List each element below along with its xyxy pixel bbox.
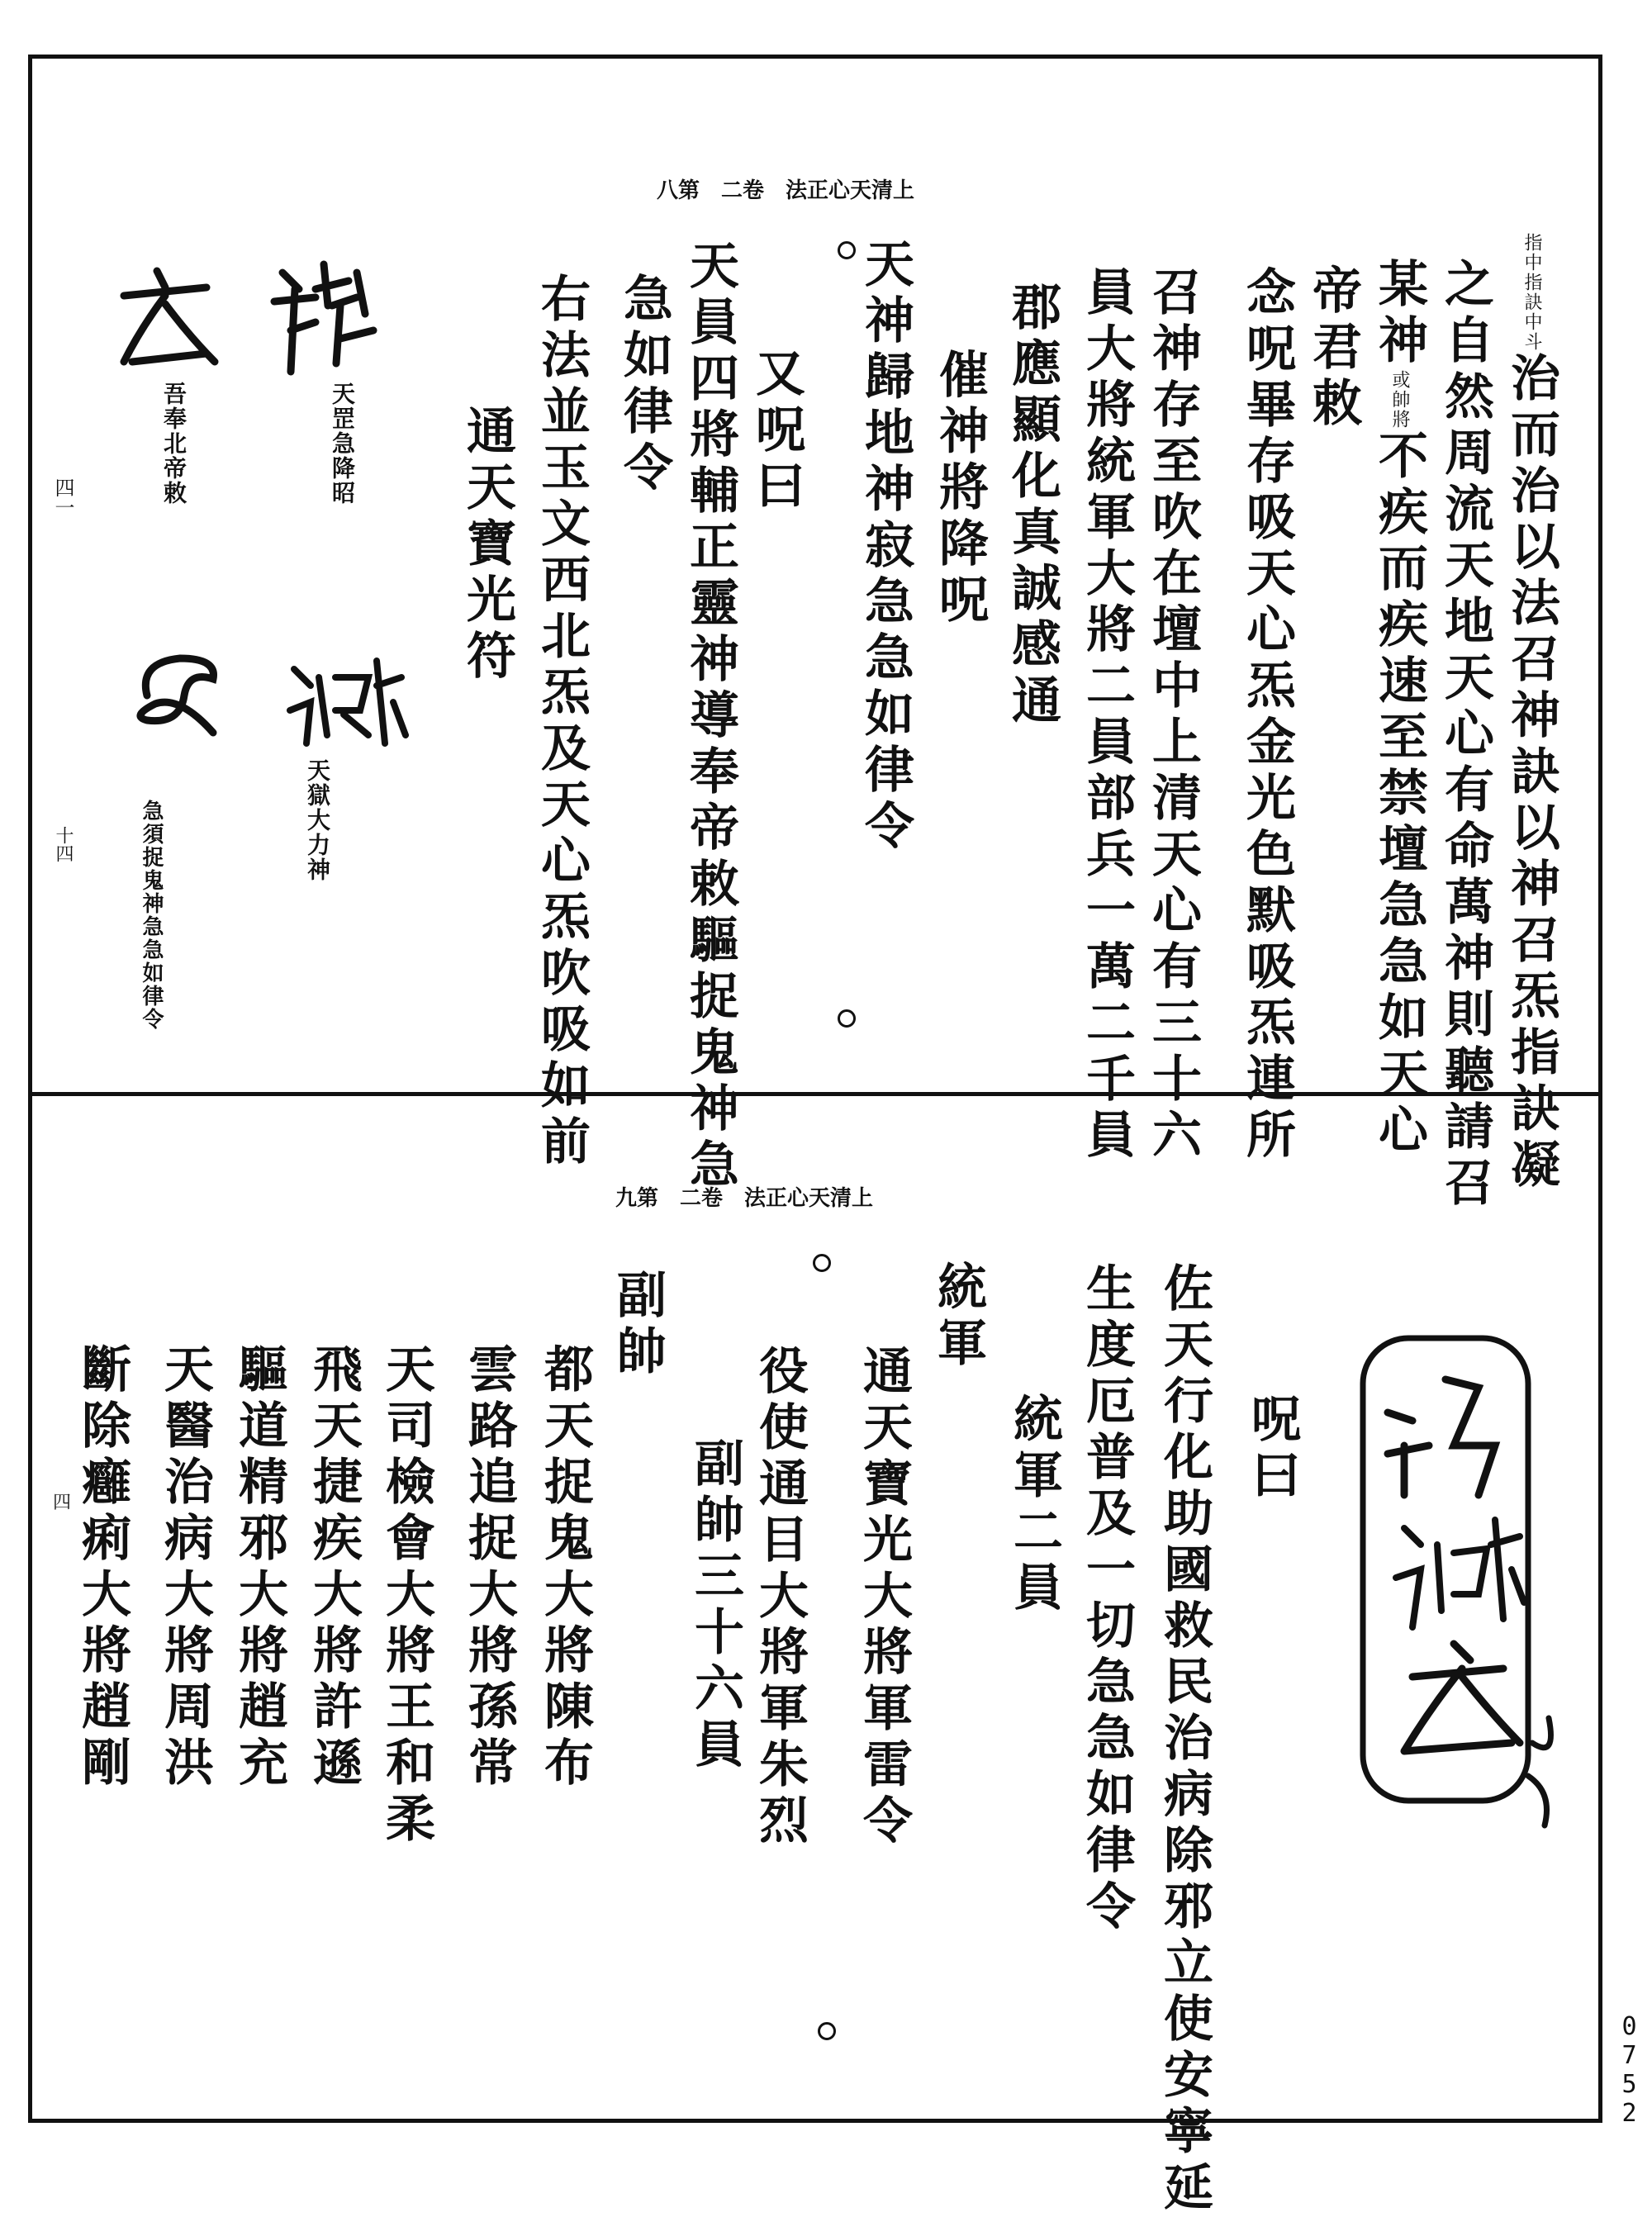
- bottom-col-7: 副帥三十六員: [686, 1437, 744, 1774]
- top-header: 上清天心正法 卷二 第八: [657, 178, 915, 203]
- top-col-8: 郡應顯化真誠感通: [1004, 281, 1061, 730]
- top-col-1-note-a: 指中: [1521, 233, 1542, 273]
- top-col-9: 催神將降呪: [931, 349, 989, 629]
- bottom-folio: 四: [52, 1493, 71, 1513]
- bottom-col-8: 副帥: [609, 1269, 667, 1381]
- top-binding-hole-2: [838, 1009, 856, 1028]
- top-col-3: [1370, 258, 1428, 1160]
- top-col-15: 通天寶光符: [458, 405, 516, 686]
- top-folio-lower: 十四: [53, 826, 74, 862]
- talisman-label-3: 天獄大力神: [304, 758, 331, 882]
- top-col-2: 之自然周流天地天心有命萬神則聽請召: [1436, 258, 1494, 1213]
- bottom-col-14: 天醫治病大將周洪: [156, 1343, 214, 1792]
- talisman-zhuoguishen-icon: [122, 646, 230, 745]
- bottom-col-2: 生度厄普及一切急急如律令: [1078, 1262, 1136, 1936]
- margin-page-number: 0752: [1615, 2012, 1644, 2128]
- top-col-5: 念呪畢存吸天心炁金光色默吸炁連所: [1238, 266, 1296, 1165]
- top-col-1-text: 治而治以法召神訣以神召炁指訣凝: [1502, 352, 1560, 1194]
- bottom-col-11: 天司檢會大將王和柔: [377, 1343, 435, 1849]
- top-binding-hole-1: [838, 241, 856, 259]
- bottom-col-4: 統軍: [929, 1260, 987, 1373]
- bottom-col-6: 役使通目大將軍朱烈: [751, 1345, 809, 1850]
- talisman-label-2: 吾奉北帝敕: [160, 382, 188, 506]
- top-col-4: 帝君敕: [1304, 264, 1362, 433]
- seal-talisman-icon: [1355, 1330, 1561, 1834]
- top-col-3-note: 或帥將: [1389, 370, 1410, 430]
- top-col-7: 員大將統軍大將二員部兵一萬二千員: [1078, 266, 1136, 1165]
- spell-label: 呪曰: [1243, 1393, 1301, 1505]
- talisman-label-4: 急須捉鬼神急急如律令: [139, 800, 164, 1031]
- bottom-binding-hole-2: [818, 2022, 836, 2040]
- talisman-beidi-icon: [107, 263, 231, 378]
- top-col-6: 召神存至吹在壇中上清天心有三十六: [1144, 266, 1202, 1165]
- bottom-col-10: 雲路追捉大將孫常: [460, 1343, 518, 1792]
- talisman-tianyu-icon: [278, 653, 410, 752]
- bottom-col-15: 斷除癰痢大將趙剛: [74, 1343, 131, 1792]
- top-col-10: 天神歸地神寂急急如律令: [857, 238, 914, 856]
- bottom-col-13: 驅道精邪大將趙充: [230, 1343, 288, 1792]
- bottom-col-9: 都天捉鬼大將陳布: [536, 1343, 594, 1792]
- top-col-13: 急如律令: [615, 273, 673, 497]
- top-col-11: 又呪曰: [748, 347, 805, 515]
- bottom-col-5: 通天寶光大將軍雷令: [855, 1345, 913, 1850]
- bottom-binding-hole-1: [813, 1254, 831, 1272]
- top-col-12: 天員四將輔正靈神導奉帝敕驅捉鬼神急: [681, 240, 739, 1194]
- top-col-14: 右法並玉文西北炁及天心炁吹吸如前: [533, 273, 591, 1171]
- talisman-label-1: 天罡急降昭: [329, 382, 356, 506]
- top-col-3-lead: 某神: [1370, 258, 1428, 370]
- top-col-3-text: 不疾而疾速至禁壇急急如天心: [1370, 430, 1428, 1160]
- top-col-1: [1502, 233, 1560, 1194]
- bottom-col-1: 佐天行化助國救民治病除邪立使安寧延: [1156, 1262, 1213, 2217]
- bottom-col-12: 飛天捷疾大將許遜: [305, 1343, 363, 1792]
- bottom-header: 上清天心正法 卷二 第九: [615, 1186, 874, 1211]
- bottom-col-3: 統軍二員: [1005, 1393, 1063, 1617]
- top-col-1-note-b: 指訣中斗: [1521, 273, 1542, 352]
- top-folio: 四一: [51, 477, 74, 517]
- talisman-tiangang-icon: [266, 256, 382, 380]
- page-divider: [28, 1092, 1602, 1096]
